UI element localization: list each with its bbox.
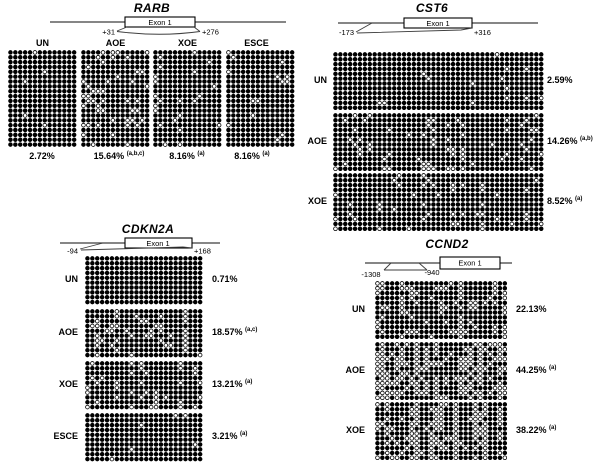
group-label-ccnd2-aoe: AOE [345, 365, 365, 375]
methylation-grid-rarb-esce [226, 50, 295, 147]
percent-ccnd2-xoe [516, 425, 556, 435]
gene-title-ccnd2: CCND2 [425, 237, 469, 251]
methylation-grid-cst6-xoe [333, 173, 544, 231]
methylation-grid-cdkn2a-esce [85, 413, 203, 462]
percent-value: 8.16% [234, 151, 260, 161]
amplicon-bracket [117, 27, 200, 34]
percent-value: 38.22% [516, 425, 547, 435]
group-label-cdkn2a-esce: ESCE [53, 431, 78, 441]
significance-superscript: (a) [240, 431, 248, 437]
percent-value: 0.71% [212, 274, 238, 284]
group-label-cst6-aoe: AOE [307, 136, 327, 146]
percent-cst6-un [547, 75, 573, 85]
group-label-cdkn2a-un: UN [65, 274, 78, 284]
percent-rarb-esce [197, 151, 307, 161]
methylation-grid-cdkn2a-un [85, 256, 203, 305]
significance-superscript: (a) [245, 379, 253, 385]
percent-cst6-xoe [547, 196, 582, 206]
methylation-grid-rarb-un [8, 50, 77, 147]
coord-label-left: +31 [102, 27, 115, 37]
percent-cdkn2a-aoe [212, 327, 257, 337]
percent-cdkn2a-esce [212, 431, 247, 441]
exon1-label: Exon 1 [148, 18, 172, 27]
gene-title-cst6: CST6 [415, 1, 449, 15]
significance-superscript: (a) [549, 425, 557, 431]
group-label-cst6-xoe: XOE [307, 196, 327, 206]
coord-label-right: -940 [424, 268, 440, 277]
coord-label-left: -94 [67, 246, 78, 256]
percent-value: 14.26% [547, 136, 578, 146]
percent-value: 18.57% [212, 327, 243, 337]
percent-value: 3.21% [212, 431, 238, 441]
group-label-cst6-un: UN [314, 75, 327, 85]
group-label-rarb-un: UN [36, 38, 49, 48]
percent-value: 22.13% [516, 304, 547, 314]
percent-value: 13.21% [212, 379, 243, 389]
exon1-label: Exon 1 [426, 19, 450, 28]
methylation-grid-ccnd2-xoe [375, 402, 507, 460]
amplicon-bracket [384, 263, 427, 270]
coord-label-right: +168 [194, 246, 211, 256]
significance-superscript: (a,b,c) [126, 151, 145, 157]
methylation-grid-rarb-xoe [153, 50, 222, 147]
percent-value: 2.72% [29, 151, 55, 161]
group-label-rarb-xoe: XOE [177, 38, 197, 48]
group-label-cdkn2a-aoe: AOE [58, 327, 78, 337]
significance-superscript: (a) [262, 151, 270, 157]
percent-value: 8.16% [169, 151, 195, 161]
gene-map-cdkn2a [50, 234, 250, 258]
percent-value: 8.52% [547, 196, 573, 206]
gene-title-cdkn2a: CDKN2A [121, 222, 175, 236]
group-label-rarb-aoe: AOE [105, 38, 126, 48]
percent-cdkn2a-xoe [212, 379, 252, 389]
significance-superscript: (a) [575, 196, 583, 202]
gene-title-rarb: RARB [133, 1, 171, 15]
methylation-grid-cst6-aoe [333, 113, 544, 171]
coord-label-left: -173 [338, 28, 354, 37]
group-label-ccnd2-un: UN [352, 304, 365, 314]
significance-superscript: (a,c) [245, 327, 258, 333]
significance-superscript: (a,b) [580, 136, 593, 142]
coord-label-left: -1308 [361, 270, 381, 279]
methylation-grid-cdkn2a-xoe [85, 361, 203, 410]
methylation-grid-cst6-un [333, 52, 544, 110]
group-label-rarb-esce: ESCE [244, 38, 269, 48]
methylation-grid-ccnd2-un [375, 281, 507, 339]
percent-value: 15.64% [93, 151, 125, 161]
percent-value: 2.59% [547, 75, 573, 85]
gene-map-rarb [30, 13, 302, 39]
percent-value: 44.25% [516, 365, 547, 375]
percent-ccnd2-un [516, 304, 547, 314]
significance-superscript: (a) [549, 365, 557, 371]
methylation-grid-cdkn2a-aoe [85, 309, 203, 358]
coord-label-right: +316 [474, 28, 491, 37]
group-label-cdkn2a-xoe: XOE [58, 379, 78, 389]
exon1-label: Exon 1 [146, 239, 170, 248]
group-label-ccnd2-xoe: XOE [345, 425, 365, 435]
exon1-label: Exon 1 [458, 258, 482, 268]
coord-label-right: +276 [202, 27, 219, 37]
percent-cdkn2a-un [212, 274, 238, 284]
significance-superscript: (a) [197, 151, 205, 157]
methylation-grid-ccnd2-aoe [375, 342, 507, 400]
gene-map-ccnd2 [340, 250, 575, 280]
percent-ccnd2-aoe [516, 365, 556, 375]
methylation-grid-rarb-aoe [81, 50, 150, 147]
gene-map-cst6 [325, 13, 575, 41]
percent-cst6-aoe [547, 136, 593, 146]
